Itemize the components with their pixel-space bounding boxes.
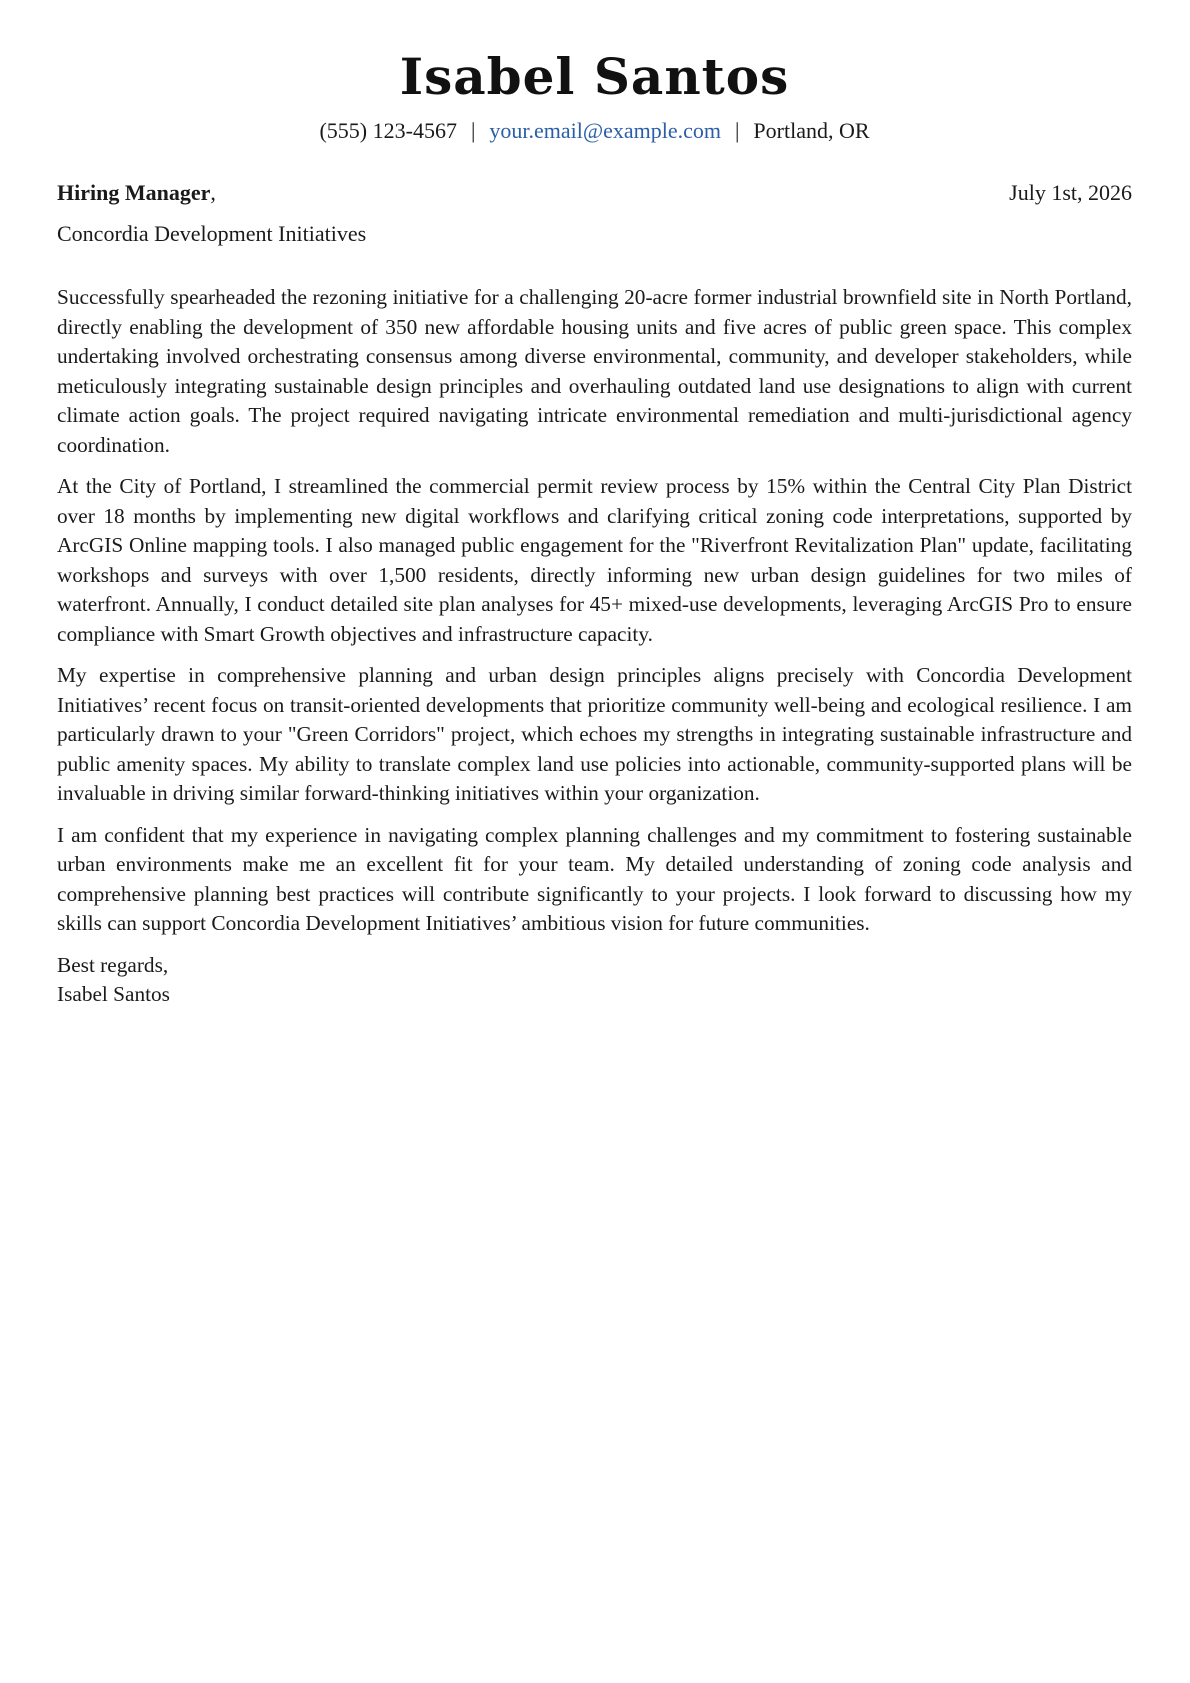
email-link[interactable]: your.email@example.com — [489, 118, 721, 143]
contact-separator: | — [470, 118, 476, 143]
recipient-name-comma: , — [210, 180, 216, 205]
applicant-name: Isabel Santos — [399, 47, 790, 106]
letter-body — [57, 283, 1132, 1010]
location: Portland, OR — [753, 118, 870, 143]
signature-name: Isabel Santos — [57, 982, 170, 1006]
closing-salutation: Best regards, — [57, 952, 169, 977]
body-paragraph: Successfully spearheaded the rezoning initiative for a challenging 20-acre former industrial brownfield site in North Portland, directly enabling the development of 350 new affordable housing units and five acres of public green space. This complex undertaking involved orchestrating consensus among diverse environmental, community, and developer stakeholders, while meticulously integrating sustainable design principles and overhauling outdated land use designations to align with current climate action goals. The project required navigating intricate environmental remediation and multi-jurisdictional agency coordination. — [57, 285, 1132, 457]
contact-separator: | — [735, 118, 740, 143]
closing-block — [57, 951, 1132, 1010]
recipient-row — [57, 178, 1132, 208]
body-paragraph: At the City of Portland, I streamlined the commercial permit review process by 15% within the Central City Plan District over 18 months by implementing new digital workflows and clarifying critical zoning code interpretations, supported by ArcGIS Online mapping tools. I also managed public engagement for the "Riverfront Revitalization Plan" update, facilitating workshops and surveys with over 1,500 residents, directly informing new urban design guidelines for two miles of waterfront. Annually, I conduct detailed site plan analyses for 45+ mixed-use developments, leveraging ArcGIS Pro to ensure compliance with Smart Growth objectives and infrastructure capacity. — [57, 474, 1132, 646]
recipient-name: Hiring Manager — [57, 180, 211, 205]
body-paragraph: My expertise in comprehensive planning and urban design principles aligns precisely with Concordia Development Initiatives’ recent focus on transit-oriented developments that prioritize community well-being and ecological resilience. I am particularly drawn to your "Green Corridors" project, which echoes my strengths in integrating sustainable infrastructure and public amenity spaces. My ability to translate complex land use policies into actionable, community-supported plans will be invaluable in driving similar forward-thinking initiatives within your organization. — [57, 663, 1132, 805]
contact-line — [57, 116, 1132, 146]
body-paragraph: I am confident that my experience in navigating complex planning challenges and my commitment to fostering sustainable urban environments make me an excellent fit for your team. My detailed understanding of zoning code analysis and comprehensive planning best practices will contribute significantly to your projects. I look forward to discussing how my skills can support Concordia Development Initiatives’ ambitious vision for future communities. — [57, 822, 1132, 935]
phone-number: (555) 123-4567 — [319, 118, 457, 143]
recipient-company: Concordia Development Initiatives — [57, 221, 367, 246]
letter-date: July 1st, 2026 — [1009, 180, 1132, 205]
